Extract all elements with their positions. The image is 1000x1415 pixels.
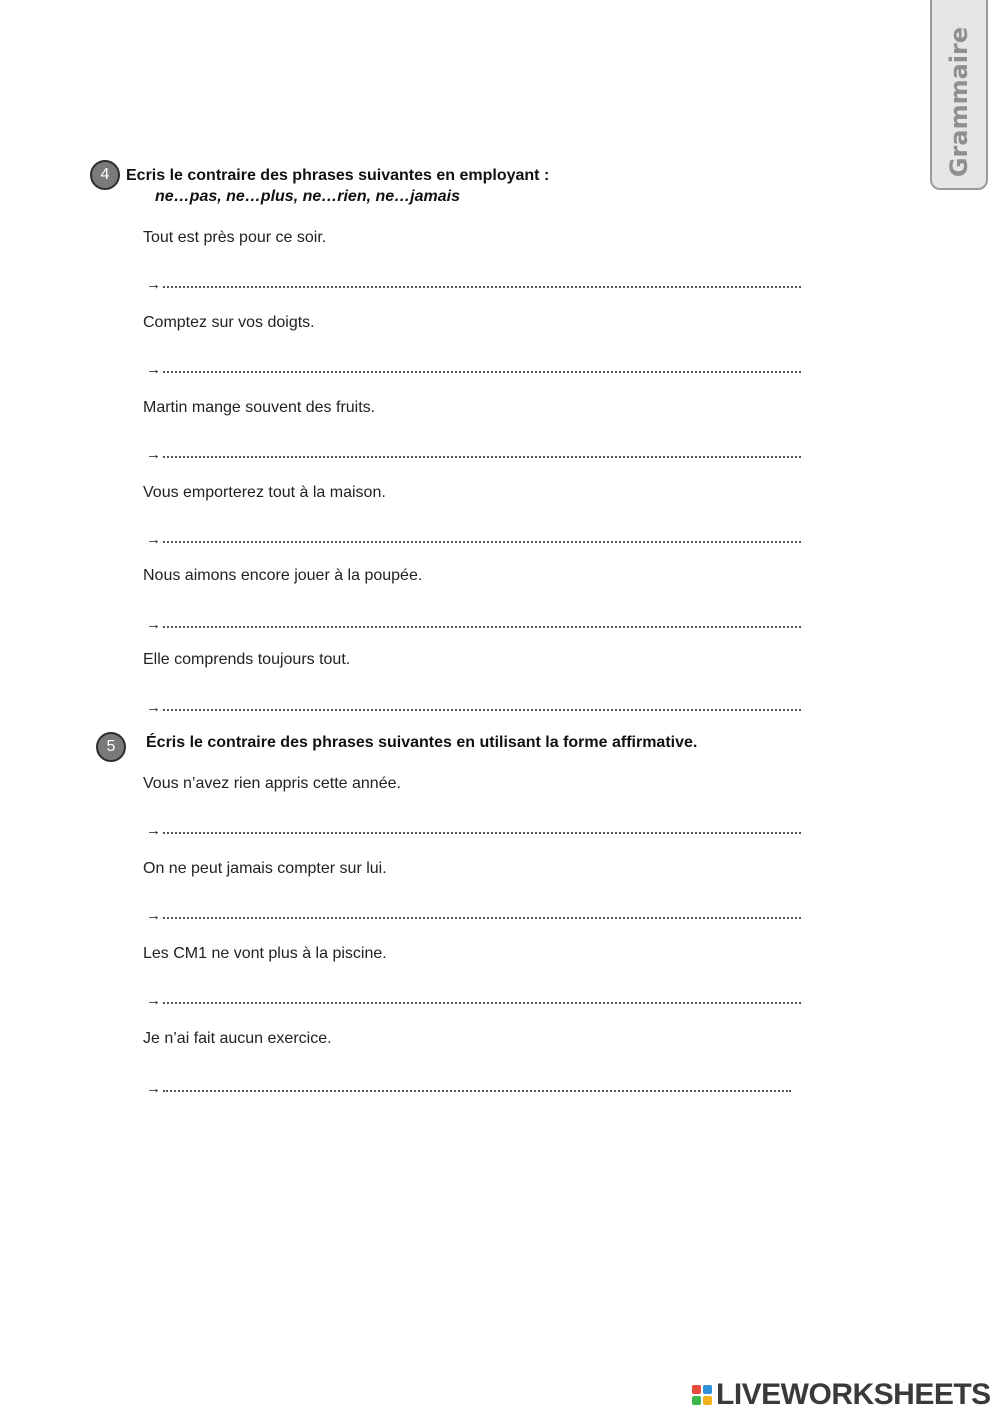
logo-grid-icon xyxy=(692,1385,712,1405)
liveworksheets-logo xyxy=(692,1378,991,1412)
dotted-line xyxy=(163,286,801,288)
logo-cell xyxy=(703,1396,712,1405)
dotted-line xyxy=(163,626,801,628)
exercise-4-sentence: Martin mange souvent des fruits. xyxy=(143,399,376,416)
arrow-right-icon: → xyxy=(146,616,161,632)
arrow-right-icon: → xyxy=(146,276,161,292)
answer-field[interactable] xyxy=(146,270,801,292)
exercise-4-sentence: Comptez sur vos doigts. xyxy=(143,314,315,331)
exercise-5-number: 5 xyxy=(96,732,126,762)
arrow-right-icon: → xyxy=(146,907,161,923)
exercise-4-subinstruction: ne…pas, ne…plus, ne…rien, ne…jamais xyxy=(155,188,460,205)
dotted-line xyxy=(163,917,801,919)
section-tab-label: Grammaire xyxy=(945,26,973,178)
dotted-line xyxy=(163,541,801,543)
exercise-4-sentence: Tout est près pour ce soir. xyxy=(143,229,327,246)
dotted-line xyxy=(163,832,801,834)
exercise-5-sentence: Je n’ai fait aucun exercice. xyxy=(143,1030,332,1047)
section-tab xyxy=(930,0,988,190)
answer-field[interactable] xyxy=(146,1074,791,1096)
answer-field[interactable] xyxy=(146,986,801,1008)
exercise-4-sentence: Elle comprends toujours tout. xyxy=(143,651,351,668)
answer-field[interactable] xyxy=(146,693,801,715)
dotted-line xyxy=(163,456,801,458)
exercise-5-sentence: Les CM1 ne vont plus à la piscine. xyxy=(143,945,387,962)
logo-cell xyxy=(692,1396,701,1405)
exercise-5-instruction: Écris le contraire des phrases suivantes en utilisant la forme affirmative. xyxy=(146,734,698,751)
arrow-right-icon: → xyxy=(146,1080,161,1096)
exercise-5-sentence: On ne peut jamais compter sur lui. xyxy=(143,860,387,877)
exercise-4-sentence: Nous aimons encore jouer à la poupée. xyxy=(143,567,423,584)
arrow-right-icon: → xyxy=(146,361,161,377)
dotted-line xyxy=(163,1090,791,1092)
answer-field[interactable] xyxy=(146,355,801,377)
answer-field[interactable] xyxy=(146,610,801,632)
answer-field[interactable] xyxy=(146,901,801,923)
brand-name: LIVEWORKSHEETS xyxy=(716,1378,991,1411)
answer-field[interactable] xyxy=(146,816,801,838)
arrow-right-icon: → xyxy=(146,699,161,715)
arrow-right-icon: → xyxy=(146,822,161,838)
dotted-line xyxy=(163,709,801,711)
arrow-right-icon: → xyxy=(146,531,161,547)
exercise-4-instruction: Ecris le contraire des phrases suivantes en employant : xyxy=(126,167,550,184)
exercise-5-sentence: Vous n’avez rien appris cette année. xyxy=(143,775,401,792)
logo-cell xyxy=(692,1385,701,1394)
answer-field[interactable] xyxy=(146,440,801,462)
arrow-right-icon: → xyxy=(146,992,161,1008)
exercise-4-number: 4 xyxy=(90,160,120,190)
arrow-right-icon: → xyxy=(146,446,161,462)
answer-field[interactable] xyxy=(146,525,801,547)
dotted-line xyxy=(163,1002,801,1004)
dotted-line xyxy=(163,371,801,373)
exercise-4-sentence: Vous emporterez tout à la maison. xyxy=(143,484,386,501)
logo-cell xyxy=(703,1385,712,1394)
